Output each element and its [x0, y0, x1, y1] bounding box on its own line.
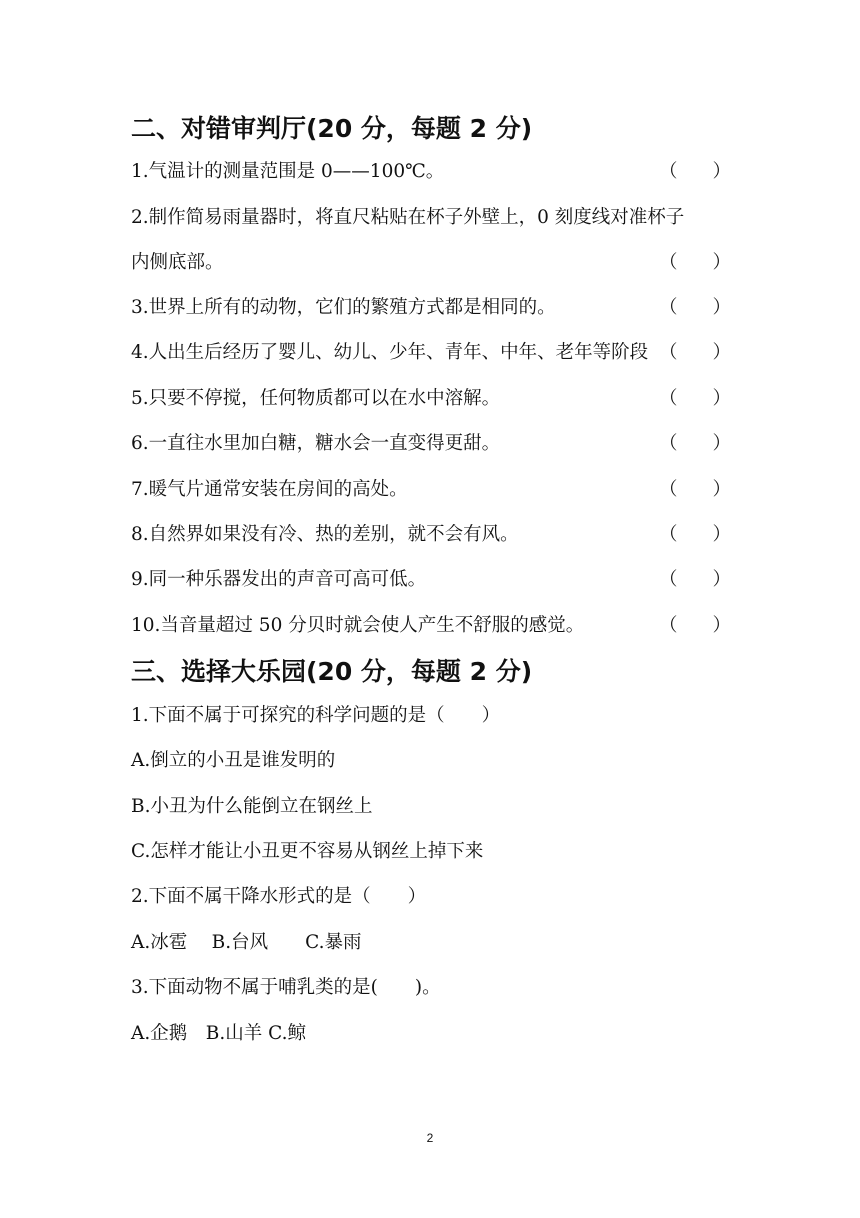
- paren-open: （: [659, 388, 678, 409]
- answer-parentheses-9: [659, 567, 731, 593]
- section-3-heading: 三、选择大乐园(20 分，每题 2 分): [131, 657, 533, 686]
- true-false-item-1: 1.气温计的测量范围是 0——100℃。: [131, 161, 445, 182]
- answer-parentheses-6: [659, 431, 731, 457]
- paren-close: ）: [712, 524, 731, 545]
- paren-open: （: [659, 433, 678, 454]
- choice-question-2: 2.下面不属干降水形式的是（ ）: [131, 886, 427, 907]
- paren-open: （: [659, 479, 678, 500]
- paren-close: ）: [712, 388, 731, 409]
- paren-open: （: [659, 524, 678, 545]
- answer-parentheses-8: [659, 522, 731, 548]
- paren-open: （: [659, 252, 678, 273]
- section-2-heading: 二、对错审判厅(20 分，每题 2 分): [131, 114, 533, 143]
- choice-option-1b: B.小丑为什么能倒立在钢丝上: [131, 796, 373, 817]
- paren-open: （: [659, 615, 678, 636]
- page-number: 2: [426, 1131, 434, 1145]
- answer-parentheses-5: [659, 386, 731, 412]
- paren-open: （: [659, 297, 678, 318]
- true-false-item-2: 2.制作简易雨量器时，将直尺粘贴在杯子外壁上，0 刻度线对准杯子: [131, 207, 685, 228]
- true-false-item-2-cont: 内侧底部。: [131, 252, 224, 273]
- true-false-item-5: 5.只要不停搅，任何物质都可以在水中溶解。: [131, 388, 501, 409]
- answer-parentheses-2: [659, 250, 731, 276]
- true-false-item-6: 6.一直往水里加白糖，糖水会一直变得更甜。: [131, 433, 501, 454]
- paren-close: ）: [712, 479, 731, 500]
- paren-close: ）: [712, 569, 731, 590]
- paren-close: ）: [712, 433, 731, 454]
- true-false-item-10: 10.当音量超过 50 分贝时就会使人产生不舒服的感觉。: [131, 615, 585, 636]
- choice-question-1: 1.下面不属于可探究的科学问题的是（ ）: [131, 705, 501, 726]
- paren-close: ）: [712, 342, 731, 363]
- paren-close: ）: [712, 615, 731, 636]
- paren-close: ）: [712, 297, 731, 318]
- answer-parentheses-4: [659, 340, 731, 366]
- paren-close: ）: [712, 161, 731, 182]
- answer-parentheses-1: [659, 159, 731, 185]
- answer-parentheses-7: [659, 477, 731, 503]
- answer-parentheses-10: [659, 613, 731, 639]
- paren-open: （: [659, 569, 678, 590]
- true-false-item-7: 7.暖气片通常安装在房间的高处。: [131, 479, 408, 500]
- choice-options-3: A.企鹅 B.山羊 C.鲸: [131, 1023, 306, 1044]
- choice-question-3: 3.下面动物不属于哺乳类的是( )。: [131, 977, 441, 998]
- choice-option-1a: A.倒立的小丑是谁发明的: [131, 750, 336, 771]
- paren-open: （: [659, 161, 678, 182]
- choice-option-1c: C.怎样才能让小丑更不容易从钢丝上掉下来: [131, 841, 484, 862]
- true-false-item-3: 3.世界上所有的动物，它们的繁殖方式都是相同的。: [131, 297, 556, 318]
- answer-parentheses-3: [659, 295, 731, 321]
- true-false-item-9: 9.同一种乐器发出的声音可高可低。: [131, 569, 427, 590]
- true-false-item-8: 8.自然界如果没有冷、热的差别，就不会有风。: [131, 524, 519, 545]
- paren-open: （: [659, 342, 678, 363]
- true-false-item-4: 4.人出生后经历了婴儿、幼儿、少年、青年、中年、老年等阶段: [131, 342, 649, 363]
- choice-options-2: A.冰雹 B.台风 C.暴雨: [131, 932, 362, 953]
- paren-close: ）: [712, 252, 731, 273]
